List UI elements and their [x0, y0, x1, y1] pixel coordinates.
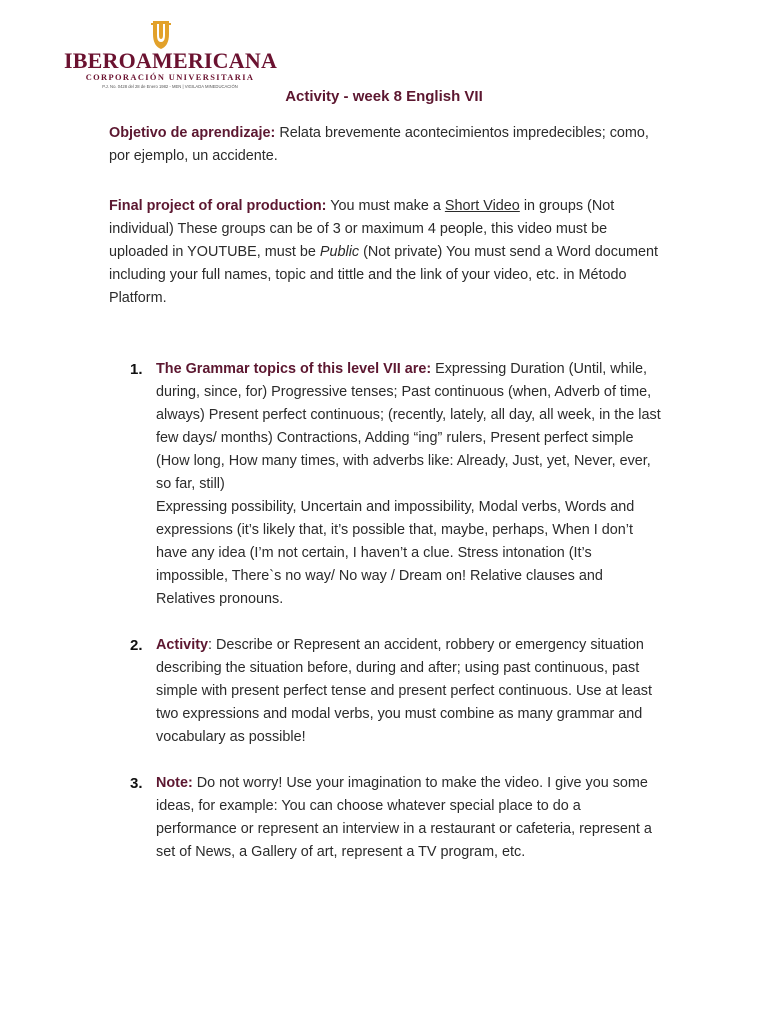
grammar-topics-label: The Grammar topics of this level VII are: [156, 361, 432, 377]
logo-fine-print: P.J. No. 0428 del 28 de Enero 1982 - MEN | VIGILADA MINEDUCACIÓN [102, 84, 238, 89]
final-project-text-1: You must make a [326, 198, 445, 214]
item-number: 2. [130, 637, 143, 654]
activity-text: : Describe or Represent an accident, robbery or emergency situation describing the situation before, during and after; using past continuous, past simple with present perfect tense and present perfect continuous. Use at least two expressions and modal verbs, you must combine as many grammar and vocabulary as possible! [156, 637, 652, 745]
grammar-topics-text: Expressing Duration (Until, while, during, since, for) Progressive tenses; Past continuous (when, Adverb of time, always) Present perfect continuous; (recently, lately, all day, all week, in the last few days/ months) Contractions, Adding “ing” rulers, Present perfect simple (How long, How many times, with adverbs like: Already, Just, yet, Never, ever, so far, still) [156, 361, 661, 492]
objective-paragraph [109, 122, 664, 168]
item-number: 1. [130, 361, 143, 378]
university-logo [62, 20, 278, 90]
item-number: 3. [130, 775, 143, 792]
activity-label: Activity [156, 637, 208, 653]
final-project-text-3: (Not private) You must send a Word document including your full names, topic and tittle and the link of your video, etc. in Método Platform. [109, 244, 659, 306]
final-project-paragraph [109, 195, 664, 310]
shield-u-icon [146, 20, 176, 50]
item-body [156, 634, 662, 749]
objective-label: Objetivo de aprendizaje: [109, 125, 276, 141]
item-body [156, 772, 662, 864]
final-project-text-2: in groups (Not individual) These groups can be of 3 or maximum 4 people, this video must be uploaded in YOUTUBE, must be [109, 198, 615, 260]
note-label: Note: [156, 775, 193, 791]
note-text: Do not worry! Use your imagination to make the video. I give you some ideas, for example: You can choose whatever special place to do a performance or represent an interview in a restaurant or cafeteria, represent a set of News, a Gallery of art, represent a TV program, etc. [156, 775, 652, 860]
document-title: Activity - week 8 English VII [285, 88, 483, 105]
final-project-label: Final project of oral production: [109, 198, 327, 214]
objective-text: Relata brevemente acontecimientos impredecibles; como, por ejemplo, un accidente. [109, 125, 649, 164]
logo-subtitle: CORPORACIÓN UNIVERSITARIA [85, 73, 255, 82]
grammar-topics-text-2: Expressing possibility, Uncertain and impossibility, Modal verbs, Words and expressions (it’s likely that, it’s possible that, maybe, perhaps, When I don’t have any idea (I’m not certain, I haven’t a clue. Stress intonation (It’s impossible, There`s no way/ No way / Dream on! Relative clauses and Relatives pronouns. [156, 499, 635, 607]
public-text: Public [319, 244, 360, 260]
item-body [156, 358, 662, 611]
short-video-text: Short Video [444, 198, 520, 214]
logo-name: IBEROAMERICANA [64, 48, 278, 73]
